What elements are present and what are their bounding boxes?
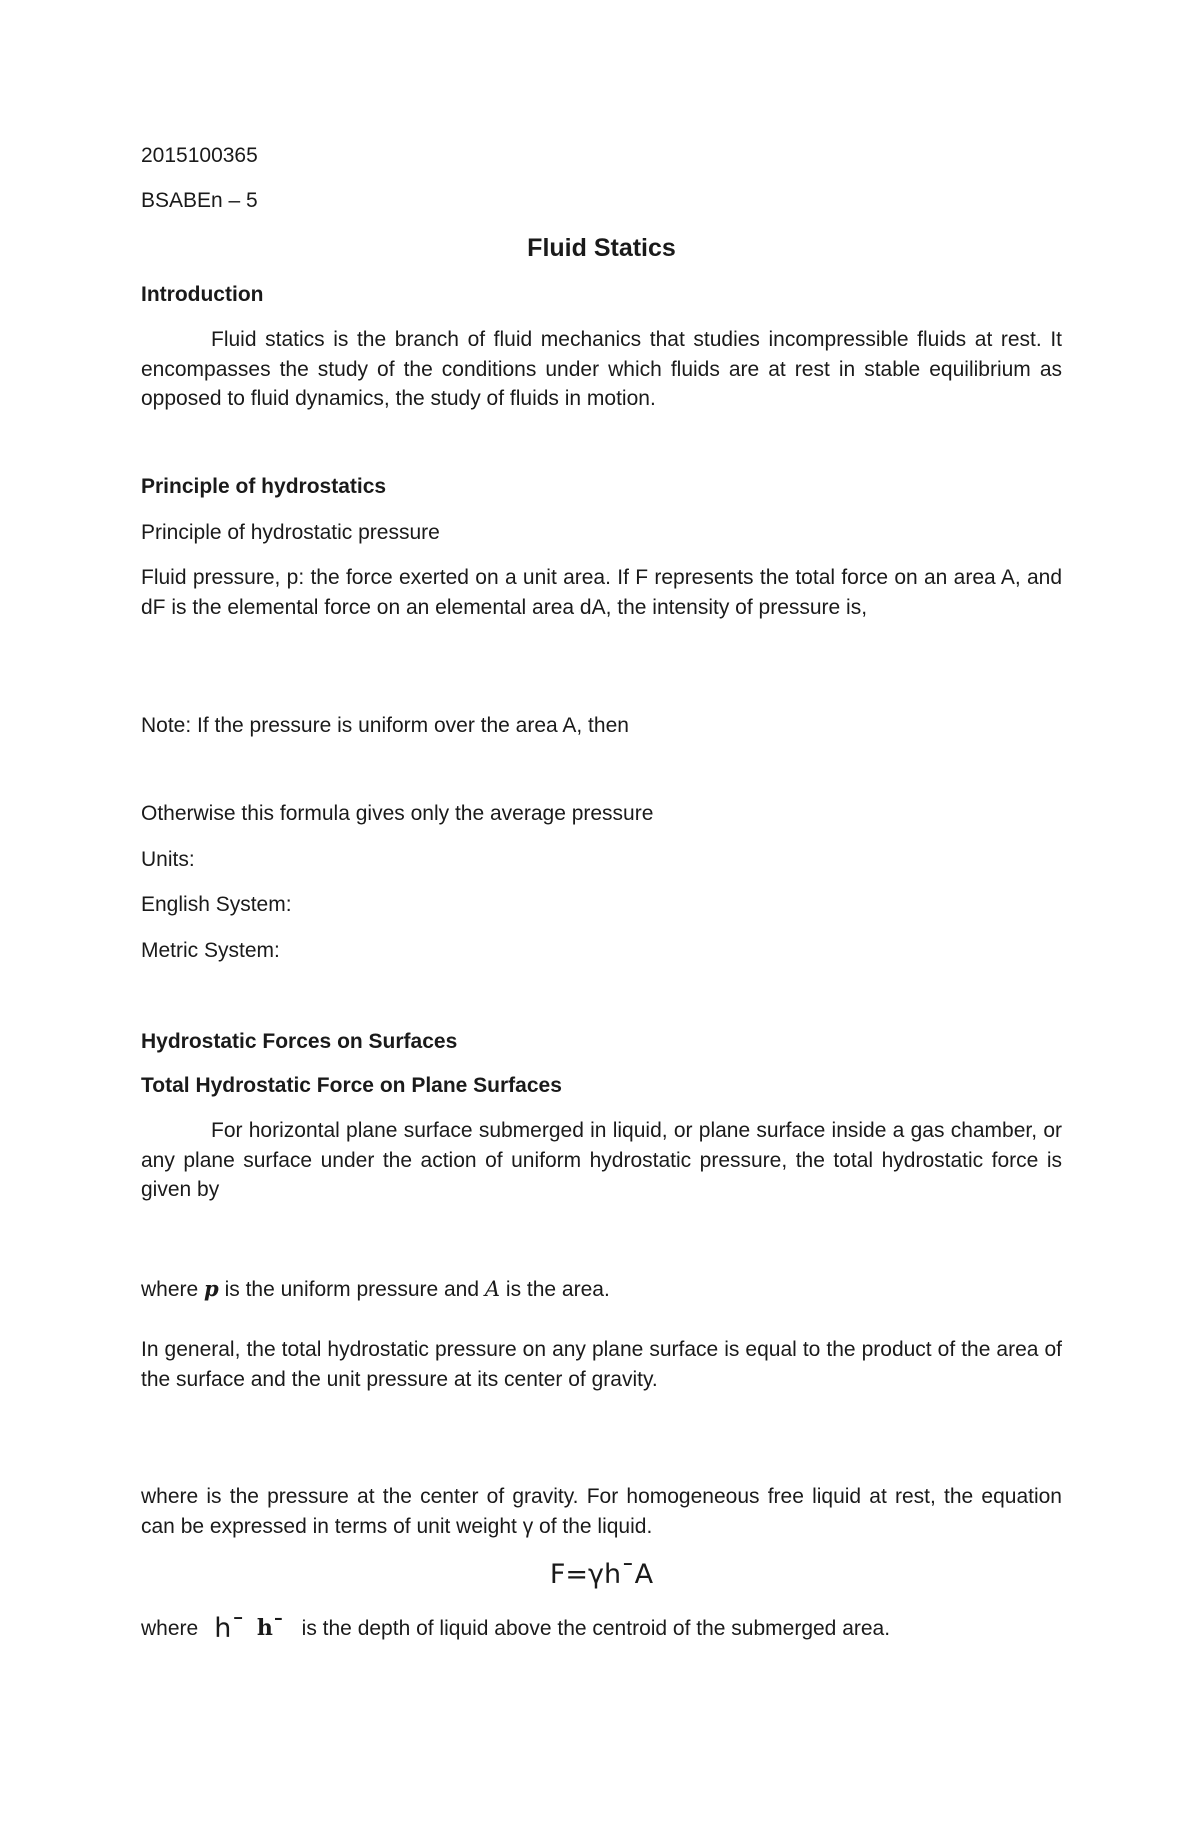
- p-symbol: p: [204, 1276, 219, 1301]
- where-p-line: [141, 1274, 610, 1304]
- where-p-prefix: where: [141, 1278, 199, 1301]
- document-title: Fluid Statics: [527, 234, 676, 262]
- forces-heading: Hydrostatic Forces on Surfaces: [141, 1030, 458, 1053]
- document-page: [141, 0, 1062, 1835]
- student-id: 2015100365: [141, 144, 258, 167]
- general-paragraph: In general, the total hydrostatic pressure on any plane surface is equal to the product of the area of the surface and the unit pressure at its center of gravity.: [141, 1338, 1062, 1391]
- a-symbol: A: [484, 1277, 501, 1301]
- h-bar-symbol: h¯: [214, 1613, 245, 1644]
- forces-subheading: Total Hydrostatic Force on Plane Surfaces: [141, 1074, 562, 1097]
- hydrostatics-subheading: Principle of hydrostatic pressure: [141, 521, 440, 544]
- uniform-note: Note: If the pressure is uniform over the area A, then: [141, 714, 629, 737]
- where-h-suffix: is the depth of liquid above the centroid of the submerged area.: [301, 1617, 891, 1640]
- course-label: BSABEn – 5: [141, 189, 258, 212]
- forces-paragraph: For horizontal plane surface submerged in liquid, or plane surface inside a gas chamber, or any plane surface under the action of uniform hydrostatic pressure, the total hydrostatic force is given by: [141, 1119, 1062, 1201]
- units-label: Units:: [141, 848, 195, 871]
- where-p-middle: is the uniform pressure and: [224, 1278, 480, 1301]
- average-pressure-text: Otherwise this formula gives only the average pressure: [141, 802, 654, 825]
- where-p-suffix: is the area.: [505, 1278, 610, 1301]
- metric-system-label: Metric System:: [141, 939, 280, 962]
- english-system-label: English System:: [141, 893, 292, 916]
- center-gravity-paragraph: where is the pressure at the center of gravity. For homogeneous free liquid at rest, the equation can be expressed in terms of unit weight γ of the liquid.: [141, 1485, 1062, 1538]
- h-bar-symbol-serif: h¯: [256, 1615, 284, 1641]
- hydrostatics-heading: Principle of hydrostatics: [141, 475, 387, 498]
- where-h-prefix: where: [141, 1617, 199, 1640]
- intro-heading: Introduction: [141, 283, 264, 306]
- force-formula: F=γh¯A: [549, 1559, 654, 1590]
- where-h-line: [141, 1614, 890, 1643]
- intro-paragraph: Fluid statics is the branch of fluid mechanics that studies incompressible fluids at rest. It encompasses the study of the conditions under which fluids are at rest in stable equilibrium as opposed to fluid dynamics, the study of fluids in motion.: [141, 328, 1062, 410]
- pressure-paragraph: Fluid pressure, p: the force exerted on a unit area. If F represents the total force on an area A, and dF is the elemental force on an elemental area dA, the intensity of pressure is,: [141, 566, 1062, 619]
